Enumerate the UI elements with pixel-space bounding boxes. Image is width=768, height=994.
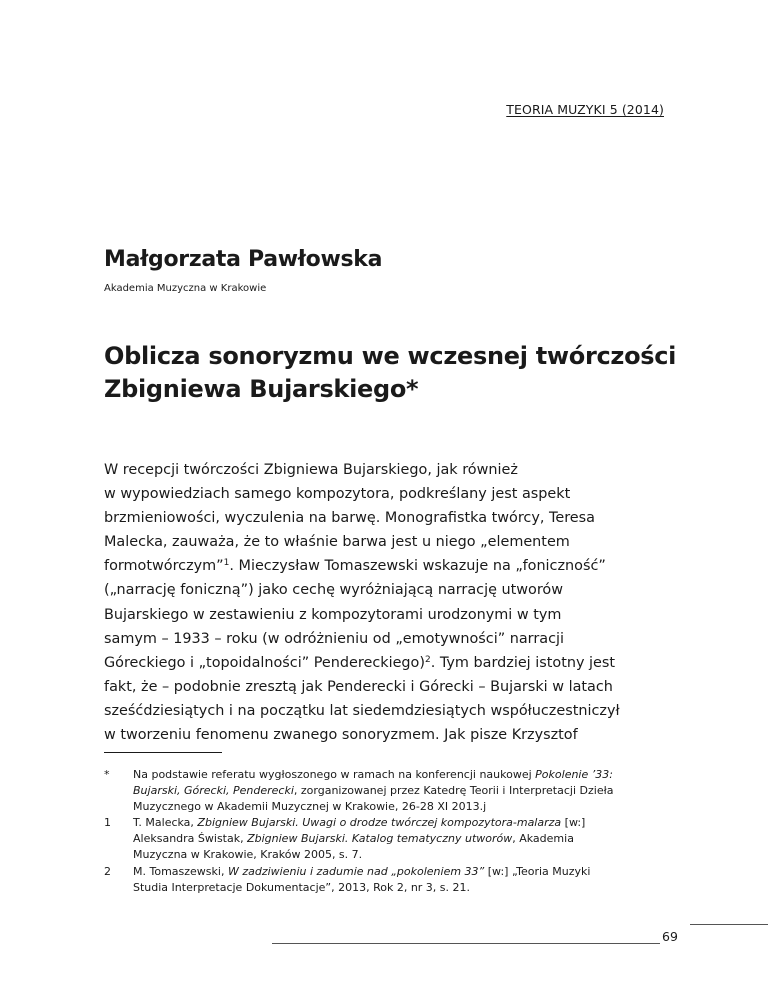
body-text-run: . Tym bardziej istotny jest [430,654,616,671]
footnote-ref-1: 1 [223,558,230,569]
footnote-2 [104,864,684,896]
footnote-line [133,864,684,880]
footnote-run: [w:] [561,816,586,830]
footnote-run: , zorganizowanej przez Katedrę Teorii i Interpretacji Dzieła [293,784,614,798]
footnote-italic: Zbigniew Bujarski. Uwagi o drodze twórczej kompozytora-malarza [197,816,562,830]
footnote-run: M. Tomaszewski, [133,864,228,878]
footnote-line: Muzyczna w Krakowie, Kraków 2005, s. 7. [133,848,363,862]
body-line [104,554,674,578]
footnote-run: , Akademia [512,832,574,846]
title-line: Zbigniewa Bujarskiego* [104,375,419,403]
corner-rule [690,924,768,925]
running-head: TEORIA MUZYKI 5 (2014) [506,102,664,117]
footnote-mark: * [104,768,110,781]
body-line: samym – 1933 – roku (w odróżnieniu od „emotywności” narracji [104,630,564,647]
footnote-italic: W zadziwieniu i zadumie nad „pokoleniem 33” [227,864,485,878]
author-name: Małgorzata Pawłowska [104,247,383,272]
footnote-line [133,767,684,783]
body-text-run: formotwórczym” [104,558,224,575]
footnote-italic: Pokolenie ’33: [535,768,613,781]
footnote-mark: 2 [104,864,111,878]
footnote-run: T. Malecka, [133,816,198,830]
body-line: Bujarskiego w zestawieniu z kompozytorami urodzonymi w tym [104,606,562,623]
footnote-line [133,783,684,799]
footnote-star [104,767,684,815]
footnote-italic: Bujarski, Górecki, Penderecki [133,784,294,798]
body-text-run: . Mieczysław Tomaszewski wskazuje na „foniczność” [229,558,606,575]
body-line [104,651,674,675]
footnote-line [133,831,684,847]
footnote-separator [104,752,222,753]
footnote-italic: Zbigniew Bujarski. Katalog tematyczny utworów [247,832,513,846]
footnote-run: Na podstawie referatu wygłoszonego w ramach na konferencji naukowej [133,768,536,781]
footnotes [104,767,684,896]
footnote-line: Studia Interpretacje Dokumentacje”, 2013, Rok 2, nr 3, s. 21. [133,880,471,894]
footnote-1 [104,815,684,863]
body-line: Malecka, zauważa, że to właśnie barwa jest u niego „elementem [104,534,570,551]
footnote-run: Aleksandra Świstak, [133,832,248,846]
footnote-line: Muzycznego w Akademii Muzycznej w Krakowie, 26-28 XI 2013.j [133,800,487,814]
body-line: w wypowiedziach samego kompozytora, podkreślany jest aspekt [104,486,571,503]
page-number: 69 [662,929,678,944]
footnote-run: [w:] „Teoria Muzyki [484,864,591,878]
body-line: sześćdziesiątych i na początku lat siedemdziesiątych współuczestniczył [104,702,620,719]
body-line: fakt, że – podobnie zresztą jak Penderecki i Górecki – Bujarski w latach [104,678,613,695]
footnote-text [133,864,684,896]
body-line: („narrację foniczną”) jako cechę wyróżniającą narrację utworów [104,582,564,599]
footer-rule [272,943,660,944]
footnote-text [133,815,684,863]
footnote-text [133,767,684,815]
author-affiliation: Akademia Muzyczna w Krakowie [104,283,267,294]
article-title [104,340,704,406]
body-paragraph [104,458,674,747]
body-text-run: Góreckiego i „topoidalności” Pendereckiego) [104,654,425,671]
title-line: Oblicza sonoryzmu we wczesnej twórczości [104,342,677,370]
body-line: W recepcji twórczości Zbigniewa Bujarskiego, jak również [104,462,518,478]
footnote-ref-2: 2 [424,654,431,665]
body-line: w tworzeniu fenomenu zwanego sonoryzmem. Jak pisze Krzysztof [104,727,578,744]
footnote-line [133,815,684,831]
footnote-mark: 1 [104,816,111,830]
body-line: brzmieniowości, wyczulenia na barwę. Monografistka twórcy, Teresa [104,510,595,527]
